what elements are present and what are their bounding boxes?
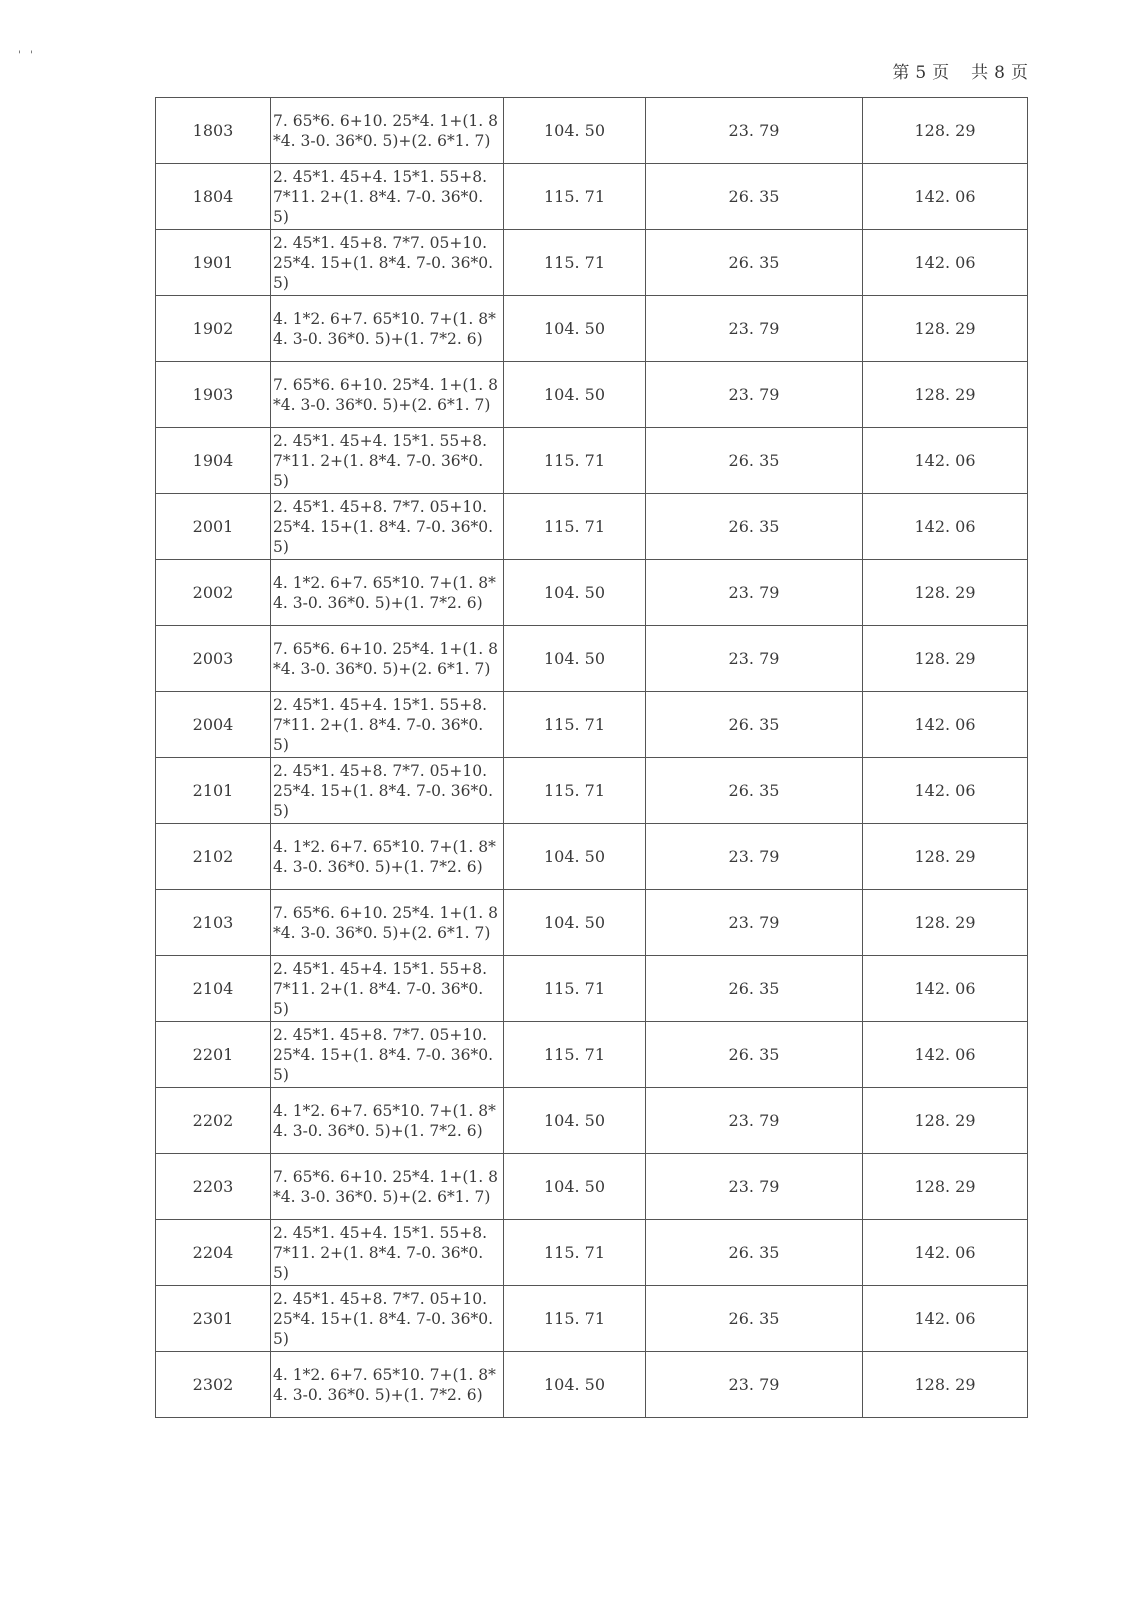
room-number-cell: 2103 xyxy=(156,890,271,956)
page-prefix: 第 xyxy=(892,63,910,83)
area-total-cell: 128. 29 xyxy=(863,296,1028,362)
area-a-cell: 104. 50 xyxy=(504,1352,646,1418)
area-b-cell: 23. 79 xyxy=(646,626,863,692)
area-b-cell: 26. 35 xyxy=(646,164,863,230)
area-b-cell: 23. 79 xyxy=(646,1154,863,1220)
area-total-cell: 142. 06 xyxy=(863,1286,1028,1352)
formula-cell: 2. 45*1. 45+4. 15*1. 55+8. 7*11. 2+(1. 8*4. 7-0. 36*0. 5) xyxy=(271,956,504,1022)
table-row xyxy=(156,758,1028,824)
area-total-cell: 128. 29 xyxy=(863,890,1028,956)
area-b-cell: 26. 35 xyxy=(646,1022,863,1088)
table-row xyxy=(156,296,1028,362)
room-number-cell: 1901 xyxy=(156,230,271,296)
area-a-cell: 104. 50 xyxy=(504,560,646,626)
area-b-cell: 26. 35 xyxy=(646,692,863,758)
area-total-cell: 142. 06 xyxy=(863,758,1028,824)
formula-cell: 4. 1*2. 6+7. 65*10. 7+(1. 8*4. 3-0. 36*0. 5)+(1. 7*2. 6) xyxy=(271,560,504,626)
formula-cell: 4. 1*2. 6+7. 65*10. 7+(1. 8*4. 3-0. 36*0. 5)+(1. 7*2. 6) xyxy=(271,1088,504,1154)
room-number-cell: 2004 xyxy=(156,692,271,758)
area-a-cell: 115. 71 xyxy=(504,1022,646,1088)
formula-cell: 7. 65*6. 6+10. 25*4. 1+(1. 8*4. 3-0. 36*0. 5)+(2. 6*1. 7) xyxy=(271,890,504,956)
formula-cell: 2. 45*1. 45+8. 7*7. 05+10. 25*4. 15+(1. 8*4. 7-0. 36*0. 5) xyxy=(271,494,504,560)
scan-specks: ' ' xyxy=(18,50,34,61)
area-a-cell: 104. 50 xyxy=(504,296,646,362)
table-body xyxy=(156,98,1028,1418)
formula-cell: 2. 45*1. 45+4. 15*1. 55+8. 7*11. 2+(1. 8*4. 7-0. 36*0. 5) xyxy=(271,692,504,758)
formula-cell: 2. 45*1. 45+8. 7*7. 05+10. 25*4. 15+(1. 8*4. 7-0. 36*0. 5) xyxy=(271,758,504,824)
formula-cell: 2. 45*1. 45+4. 15*1. 55+8. 7*11. 2+(1. 8*4. 7-0. 36*0. 5) xyxy=(271,1220,504,1286)
formula-cell: 2. 45*1. 45+8. 7*7. 05+10. 25*4. 15+(1. 8*4. 7-0. 36*0. 5) xyxy=(271,1022,504,1088)
table-row xyxy=(156,1022,1028,1088)
page-total: 8 xyxy=(994,63,1005,83)
room-number-cell: 1904 xyxy=(156,428,271,494)
table-row xyxy=(156,428,1028,494)
table-row xyxy=(156,692,1028,758)
area-b-cell: 23. 79 xyxy=(646,1088,863,1154)
room-number-cell: 2204 xyxy=(156,1220,271,1286)
area-b-cell: 23. 79 xyxy=(646,296,863,362)
area-total-cell: 128. 29 xyxy=(863,626,1028,692)
table-row xyxy=(156,956,1028,1022)
page-current: 5 xyxy=(915,63,927,83)
page-middle: 页 xyxy=(932,63,950,83)
area-a-cell: 104. 50 xyxy=(504,890,646,956)
area-total-cell: 128. 29 xyxy=(863,824,1028,890)
room-number-cell: 2201 xyxy=(156,1022,271,1088)
area-a-cell: 104. 50 xyxy=(504,362,646,428)
page-suffix: 页 xyxy=(1011,63,1028,83)
table-row xyxy=(156,494,1028,560)
formula-cell: 4. 1*2. 6+7. 65*10. 7+(1. 8*4. 3-0. 36*0. 5)+(1. 7*2. 6) xyxy=(271,1352,504,1418)
room-number-cell: 2202 xyxy=(156,1088,271,1154)
area-total-cell: 128. 29 xyxy=(863,1352,1028,1418)
table-row xyxy=(156,1154,1028,1220)
area-total-cell: 142. 06 xyxy=(863,428,1028,494)
room-number-cell: 2104 xyxy=(156,956,271,1022)
table-row xyxy=(156,1352,1028,1418)
area-a-cell: 115. 71 xyxy=(504,230,646,296)
formula-cell: 7. 65*6. 6+10. 25*4. 1+(1. 8*4. 3-0. 36*0. 5)+(2. 6*1. 7) xyxy=(271,362,504,428)
table-row xyxy=(156,1286,1028,1352)
formula-cell: 2. 45*1. 45+8. 7*7. 05+10. 25*4. 15+(1. 8*4. 7-0. 36*0. 5) xyxy=(271,1286,504,1352)
table-row xyxy=(156,362,1028,428)
area-b-cell: 26. 35 xyxy=(646,758,863,824)
area-b-cell: 26. 35 xyxy=(646,230,863,296)
formula-cell: 4. 1*2. 6+7. 65*10. 7+(1. 8*4. 3-0. 36*0. 5)+(1. 7*2. 6) xyxy=(271,824,504,890)
area-a-cell: 104. 50 xyxy=(504,1154,646,1220)
table-row xyxy=(156,626,1028,692)
area-b-cell: 23. 79 xyxy=(646,824,863,890)
formula-cell: 4. 1*2. 6+7. 65*10. 7+(1. 8*4. 3-0. 36*0. 5)+(1. 7*2. 6) xyxy=(271,296,504,362)
area-a-cell: 115. 71 xyxy=(504,758,646,824)
area-b-cell: 26. 35 xyxy=(646,956,863,1022)
table-row xyxy=(156,1220,1028,1286)
area-b-cell: 23. 79 xyxy=(646,890,863,956)
area-total-cell: 142. 06 xyxy=(863,1220,1028,1286)
area-b-cell: 26. 35 xyxy=(646,1220,863,1286)
area-total-cell: 142. 06 xyxy=(863,956,1028,1022)
room-number-cell: 1903 xyxy=(156,362,271,428)
room-number-cell: 1804 xyxy=(156,164,271,230)
formula-cell: 7. 65*6. 6+10. 25*4. 1+(1. 8*4. 3-0. 36*0. 5)+(2. 6*1. 7) xyxy=(271,1154,504,1220)
area-b-cell: 23. 79 xyxy=(646,362,863,428)
formula-cell: 2. 45*1. 45+4. 15*1. 55+8. 7*11. 2+(1. 8*4. 7-0. 36*0. 5) xyxy=(271,428,504,494)
area-total-cell: 142. 06 xyxy=(863,494,1028,560)
room-number-cell: 1803 xyxy=(156,98,271,164)
area-total-cell: 128. 29 xyxy=(863,1154,1028,1220)
room-number-cell: 2302 xyxy=(156,1352,271,1418)
formula-cell: 7. 65*6. 6+10. 25*4. 1+(1. 8*4. 3-0. 36*0. 5)+(2. 6*1. 7) xyxy=(271,626,504,692)
room-number-cell: 2203 xyxy=(156,1154,271,1220)
formula-cell: 2. 45*1. 45+4. 15*1. 55+8. 7*11. 2+(1. 8*4. 7-0. 36*0. 5) xyxy=(271,164,504,230)
formula-cell: 2. 45*1. 45+8. 7*7. 05+10. 25*4. 15+(1. 8*4. 7-0. 36*0. 5) xyxy=(271,230,504,296)
area-a-cell: 104. 50 xyxy=(504,1088,646,1154)
area-b-cell: 23. 79 xyxy=(646,98,863,164)
area-a-cell: 115. 71 xyxy=(504,1286,646,1352)
area-total-cell: 142. 06 xyxy=(863,692,1028,758)
area-a-cell: 115. 71 xyxy=(504,956,646,1022)
table-row xyxy=(156,98,1028,164)
area-a-cell: 115. 71 xyxy=(504,428,646,494)
area-total-cell: 142. 06 xyxy=(863,164,1028,230)
area-b-cell: 26. 35 xyxy=(646,1286,863,1352)
area-total-cell: 128. 29 xyxy=(863,1088,1028,1154)
room-number-cell: 1902 xyxy=(156,296,271,362)
table-row xyxy=(156,560,1028,626)
formula-cell: 7. 65*6. 6+10. 25*4. 1+(1. 8*4. 3-0. 36*0. 5)+(2. 6*1. 7) xyxy=(271,98,504,164)
area-b-cell: 26. 35 xyxy=(646,494,863,560)
table-row xyxy=(156,824,1028,890)
table-row xyxy=(156,1088,1028,1154)
room-number-cell: 2102 xyxy=(156,824,271,890)
area-a-cell: 115. 71 xyxy=(504,1220,646,1286)
area-total-cell: 128. 29 xyxy=(863,98,1028,164)
area-a-cell: 115. 71 xyxy=(504,164,646,230)
area-total-cell: 128. 29 xyxy=(863,560,1028,626)
room-number-cell: 2001 xyxy=(156,494,271,560)
table-row xyxy=(156,164,1028,230)
room-number-cell: 2003 xyxy=(156,626,271,692)
area-b-cell: 23. 79 xyxy=(646,1352,863,1418)
area-a-cell: 115. 71 xyxy=(504,692,646,758)
area-a-cell: 104. 50 xyxy=(504,626,646,692)
room-number-cell: 2002 xyxy=(156,560,271,626)
area-b-cell: 23. 79 xyxy=(646,560,863,626)
area-a-cell: 104. 50 xyxy=(504,824,646,890)
area-table xyxy=(155,97,1028,1418)
area-total-cell: 142. 06 xyxy=(863,230,1028,296)
table-row xyxy=(156,230,1028,296)
area-total-cell: 128. 29 xyxy=(863,362,1028,428)
area-a-cell: 104. 50 xyxy=(504,98,646,164)
room-number-cell: 2301 xyxy=(156,1286,271,1352)
room-number-cell: 2101 xyxy=(156,758,271,824)
page-total-prefix: 共 xyxy=(971,63,989,83)
area-total-cell: 142. 06 xyxy=(863,1022,1028,1088)
area-a-cell: 115. 71 xyxy=(504,494,646,560)
page-number-header xyxy=(892,58,1028,83)
area-b-cell: 26. 35 xyxy=(646,428,863,494)
table-row xyxy=(156,890,1028,956)
